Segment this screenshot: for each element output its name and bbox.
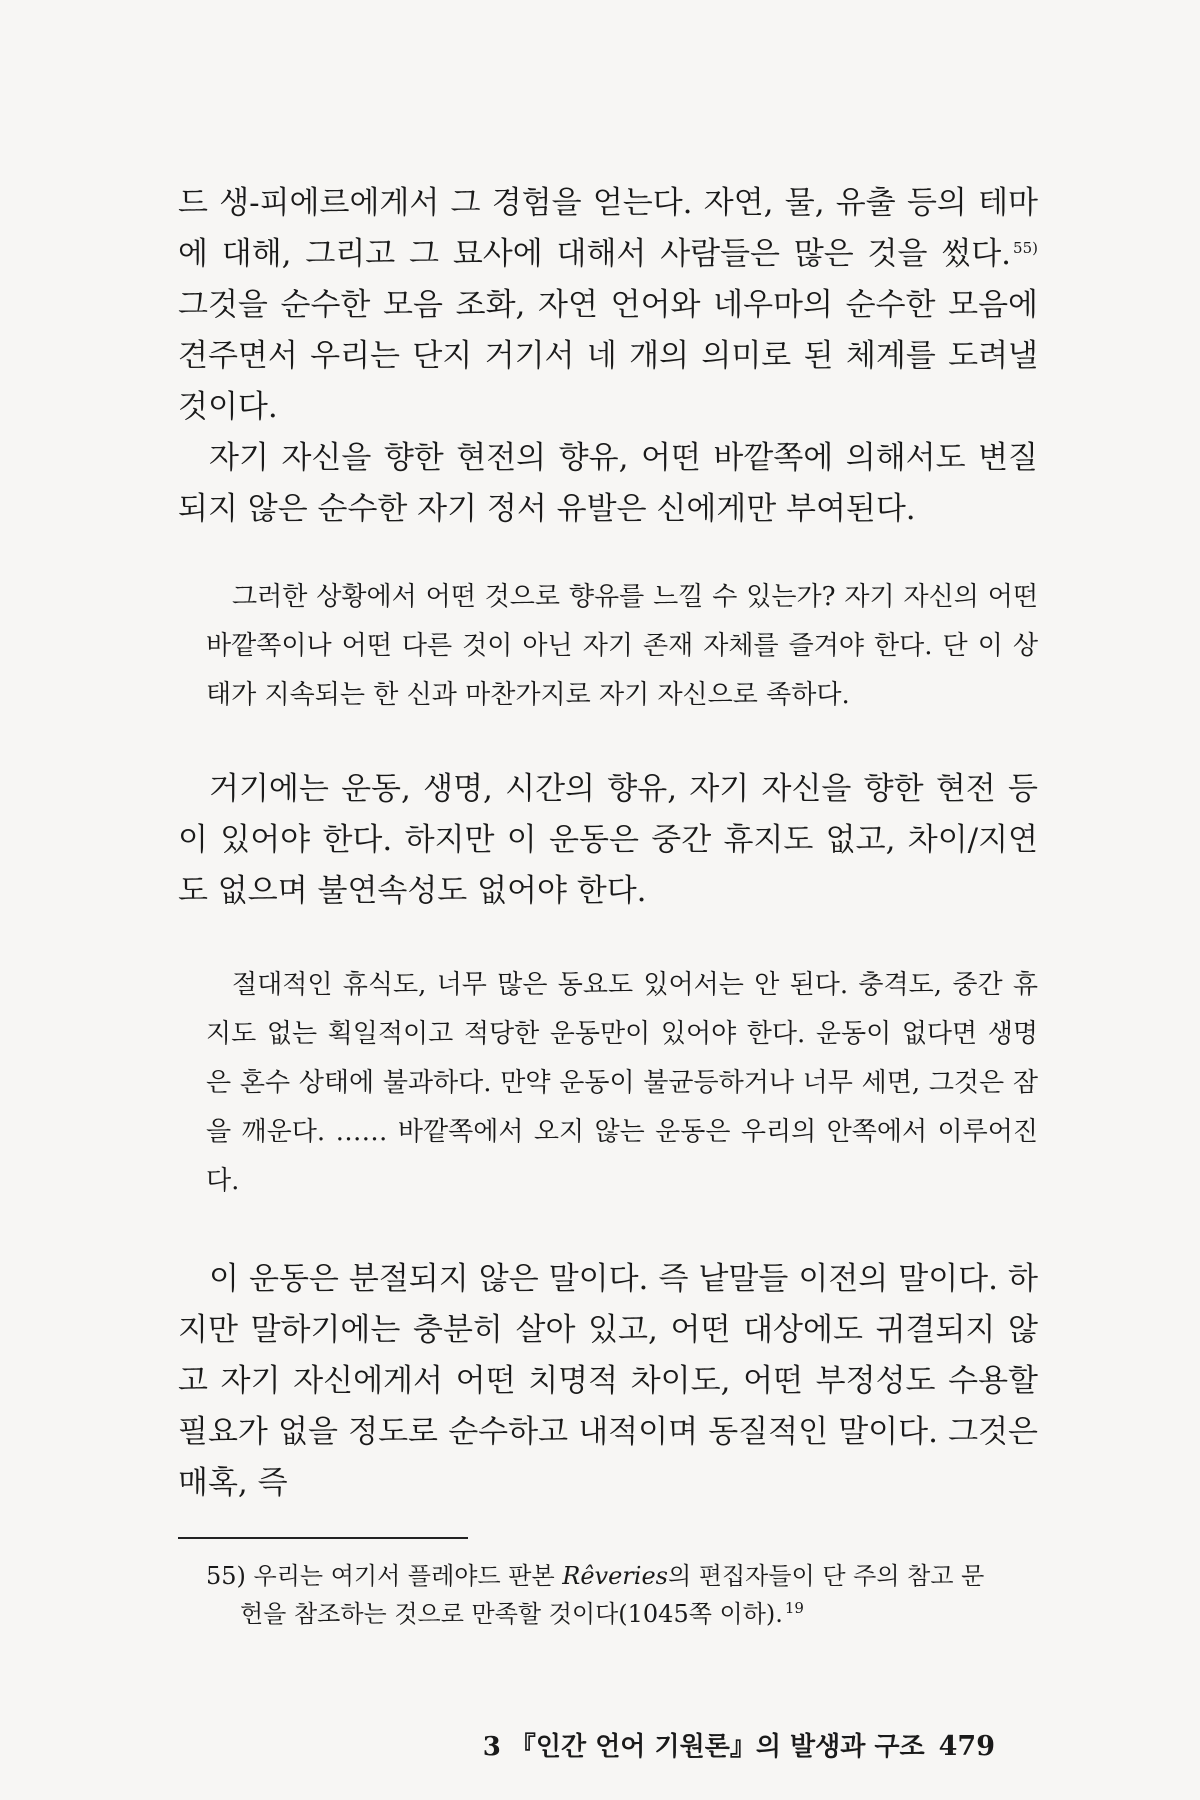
body-paragraph-2 xyxy=(178,433,1038,535)
block-quote-1 xyxy=(206,573,1038,720)
body-paragraph-2-text: 자기 자신을 향한 현전의 향유, 어떤 바깥쪽에 의해서도 변질되지 않은 순수한 자기 정서 유발은 신에게만 부여된다. xyxy=(178,440,1038,527)
body-paragraph-3 xyxy=(178,764,1038,917)
footnote-text-after: 의 편집자들이 단 주의 참고 문 xyxy=(667,1562,985,1590)
footnote-text-before: 우리는 여기서 플레야드 판본 xyxy=(245,1562,563,1590)
footnote-divider xyxy=(178,1537,468,1539)
block-quote-2 xyxy=(206,961,1038,1206)
body-paragraph-1-text: 드 생-피에르에게서 그 경험을 얻는다. 자연, 물, 유출 등의 테마에 대해, 그리고 그 묘사에 대해서 사람들은 많은 것을 썼다. xyxy=(178,185,1038,272)
page-number: 479 xyxy=(938,1731,995,1762)
footnote-continuation-line xyxy=(206,1595,1038,1633)
body-paragraph-4-text: 이 운동은 분절되지 않은 말이다. 즉 낱말들 이전의 말이다. 하지만 말하기에는 충분히 살아 있고, 어떤 대상에도 귀결되지 않고 자기 자신에게서 어떤 치명적 차이도, 어떤 부정성도 수용할 필요가 없을 정도로 순수하고 내적이며 동질적인 말이다. 그것은 매혹, 즉 xyxy=(178,1261,1038,1501)
footnote-title: Rêveries xyxy=(562,1562,668,1590)
footnote-ref: 19 xyxy=(784,1599,804,1617)
block-quote-1-text: 그러한 상황에서 어떤 것으로 향유를 느낄 수 있는가? 자기 자신의 어떤 바깥쪽이나 어떤 다른 것이 아닌 자기 존재 자체를 즐겨야 한다. 단 이 상태가 지속되는 한 신과 마찬가지로 자기 자신으로 족하다. xyxy=(206,582,1038,710)
footnote-number: 55) xyxy=(206,1562,246,1590)
running-footer xyxy=(483,1726,995,1763)
body-paragraph-3-text: 거기에는 운동, 생명, 시간의 향유, 자기 자신을 향한 현전 등이 있어야 한다. 하지만 이 운동은 중간 휴지도 없고, 차이/지연도 없으며 불연속성도 없어야 한다. xyxy=(178,771,1038,909)
page-body xyxy=(178,178,1038,1633)
body-paragraph-1 xyxy=(178,178,1038,433)
chapter-title: 3 『인간 언어 기원론』의 발생과 구조 xyxy=(482,1732,925,1762)
footnote-55 xyxy=(178,1557,1038,1633)
block-quote-2-text: 절대적인 휴식도, 너무 많은 동요도 있어서는 안 된다. 충격도, 중간 휴지도 없는 획일적이고 적당한 운동만이 있어야 한다. 운동이 없다면 생명은 혼수 상태에 불과하다. 만약 운동이 불균등하거나 너무 세면, 그것은 잠을 깨운다. …… 바깥쪽에서 오지 않는 운동은 우리의 안쪽에서 이루어진다. xyxy=(206,970,1038,1196)
footnote-continuation: 헌을 참조하는 것으로 만족할 것이다(1045쪽 이하). xyxy=(240,1600,783,1628)
footnote-marker[interactable]: 55) xyxy=(1013,238,1038,257)
body-paragraph-4 xyxy=(178,1254,1038,1509)
body-paragraph-1-tail: 그것을 순수한 모음 조화, 자연 언어와 네우마의 순수한 모음에 견주면서 우리는 단지 거기서 네 개의 의미로 된 체계를 도려낼 것이다. xyxy=(178,287,1038,425)
